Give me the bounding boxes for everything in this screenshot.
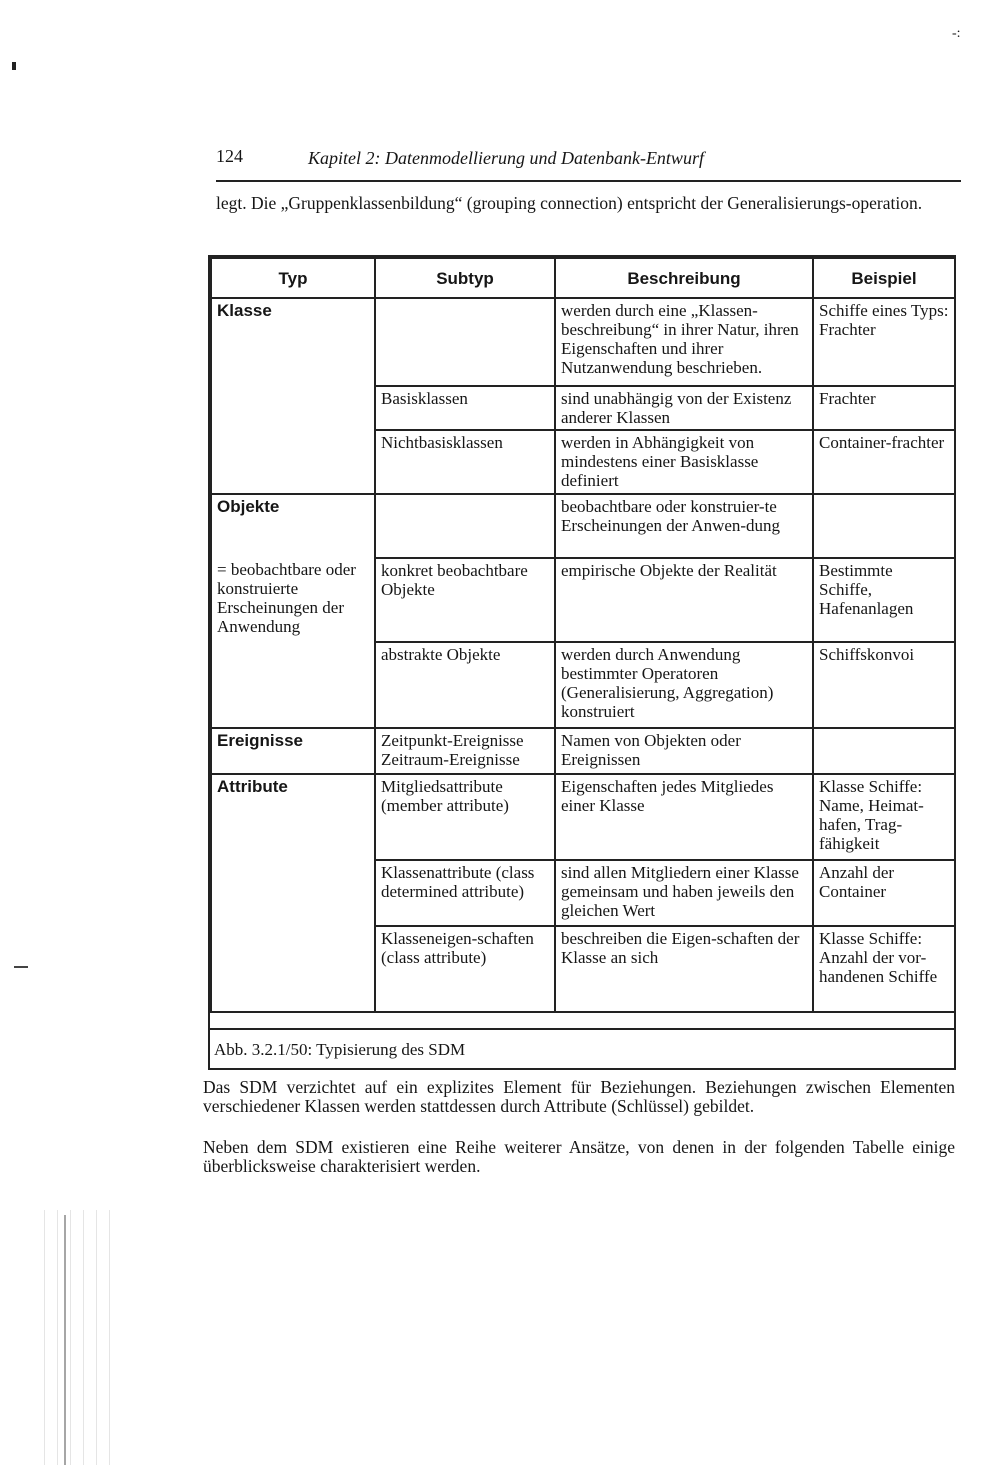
sdm-figure	[208, 255, 956, 1070]
col-header-typ: Typ	[211, 258, 375, 298]
subtyp-cell: Basisklassen	[375, 386, 555, 430]
subtyp-cell	[375, 298, 555, 386]
beispiel-cell: Container-frachter	[813, 430, 955, 494]
table-header-row	[211, 258, 955, 298]
beispiel-cell: Klasse Schiffe: Anzahl der vor-handenen Schiffe	[813, 926, 955, 1012]
beschreibung-cell: beschreiben die Eigen-schaften der Klasse an sich	[555, 926, 813, 1012]
running-header	[216, 140, 961, 182]
table-row	[211, 298, 955, 386]
body-paragraph: Das SDM verzichtet auf ein explizites Element für Beziehungen. Beziehungen zwischen Elementen verschiedener Klassen werden stattdessen durch Attribute (Schlüssel) gebildet.	[203, 1077, 955, 1116]
beispiel-cell: Schiffe eines Typs: Frachter	[813, 298, 955, 386]
typ-klasse: Klasse	[211, 298, 375, 494]
subtyp-cell: Nichtbasisklassen	[375, 430, 555, 494]
subtyp-cell: Klasseneigen-schaften (class attribute)	[375, 926, 555, 1012]
beispiel-cell: Schiffskonvoi	[813, 642, 955, 728]
beschreibung-cell: Eigenschaften jedes Mitgliedes einer Klasse	[555, 774, 813, 860]
beispiel-cell: Klasse Schiffe: Name, Heimat-hafen, Trag-fähigkeit	[813, 774, 955, 860]
beispiel-cell: Frachter	[813, 386, 955, 430]
beschreibung-cell: Namen von Objekten oder Ereignissen	[555, 728, 813, 774]
subtyp-cell: Klassenattribute (class determined attribute)	[375, 860, 555, 926]
table-row	[211, 494, 955, 558]
typ-attribute: Attribute	[211, 774, 375, 1012]
subtyp-cell: konkret beobachtbare Objekte	[375, 558, 555, 642]
beispiel-cell	[813, 728, 955, 774]
beschreibung-cell: sind unabhängig von der Existenz anderer Klassen	[555, 386, 813, 430]
beispiel-cell: Anzahl der Container	[813, 860, 955, 926]
beschreibung-cell: werden durch Anwendung bestimmter Operatoren (Generalisierung, Aggregation) konstruiert	[555, 642, 813, 728]
subtyp-cell: Zeitpunkt-Ereignisse Zeitraum-Ereignisse	[375, 728, 555, 774]
beschreibung-cell: werden in Abhängigkeit von mindestens einer Basisklasse definiert	[555, 430, 813, 494]
beispiel-cell	[813, 494, 955, 558]
chapter-title: Kapitel 2: Datenmodellierung und Datenbank-Entwurf	[308, 148, 704, 168]
col-header-beschreibung: Beschreibung	[555, 258, 813, 298]
body-paragraph: Neben dem SDM existieren eine Reihe weiterer Ansätze, von denen in der folgenden Tabelle einige überblicksweise charakterisiert werden.	[203, 1137, 955, 1176]
scan-artifact	[38, 1210, 118, 1465]
beschreibung-cell: sind allen Mitgliedern einer Klasse gemeinsam und haben jeweils den gleichen Wert	[555, 860, 813, 926]
beschreibung-cell: beobachtbare oder konstruier-te Erscheinungen der Anwen-dung	[555, 494, 813, 558]
table-row	[211, 728, 955, 774]
scan-mark: -:	[952, 26, 961, 41]
page-number: 124	[216, 146, 243, 166]
figure-caption: Abb. 3.2.1/50: Typisierung des SDM	[210, 1028, 954, 1068]
subtyp-cell: abstrakte Objekte	[375, 642, 555, 728]
subtyp-cell	[375, 494, 555, 558]
scan-mark	[12, 62, 16, 70]
subtyp-cell: Mitgliedsattribute (member attribute)	[375, 774, 555, 860]
beschreibung-cell: empirische Objekte der Realität	[555, 558, 813, 642]
scan-artifact	[64, 1215, 66, 1465]
beschreibung-cell: werden durch eine „Klassen-beschreibung“ in ihrer Natur, ihren Eigenschaften und ihrer Nutzanwendung beschrieben.	[555, 298, 813, 386]
typ-objekte-note: = beobachtbare oder konstruierte Erscheinungen der Anwendung	[217, 560, 356, 636]
col-header-beispiel: Beispiel	[813, 258, 955, 298]
beispiel-cell: Bestimmte Schiffe, Hafenanlagen	[813, 558, 955, 642]
typ-ereignisse: Ereignisse	[211, 728, 375, 774]
table-row	[211, 774, 955, 860]
scan-mark	[14, 966, 28, 968]
typ-objekte: Objekte = beobachtbare oder konstruierte Erscheinungen der Anwendung	[211, 494, 375, 728]
sdm-table	[210, 257, 956, 1013]
intro-text: legt. Die „Gruppenklassenbildung“ (grouping connection) entspricht der Generalisierungs-operation.	[216, 193, 923, 213]
col-header-subtyp: Subtyp	[375, 258, 555, 298]
